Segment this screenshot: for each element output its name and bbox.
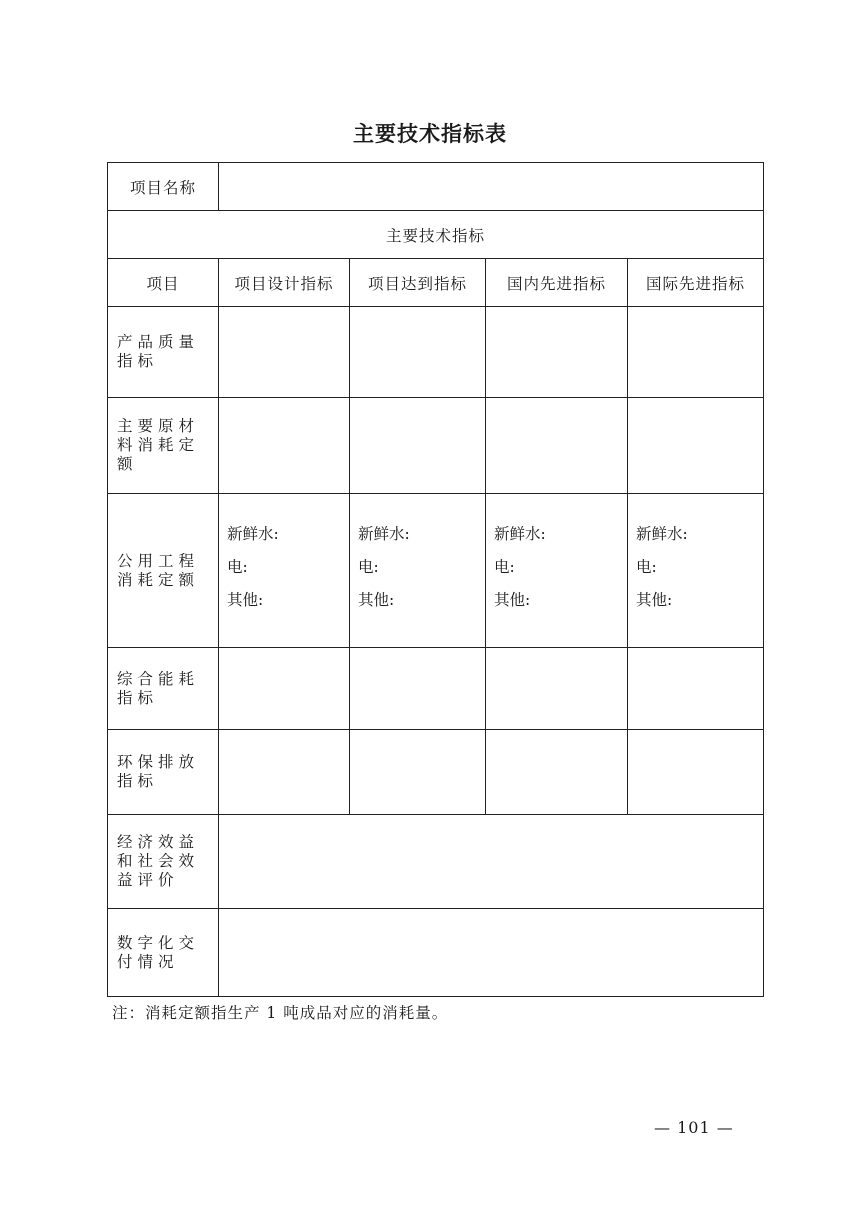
utility-line: 电: [494, 558, 515, 576]
table-cell [350, 730, 486, 815]
table-cell [486, 307, 628, 398]
utility-line: 其他: [227, 591, 264, 609]
table-cell [628, 307, 764, 398]
row-label: 数字化交付情况 [108, 909, 219, 997]
row-label: 经济效益和社会效益评价 [108, 815, 219, 909]
column-header: 项目达到指标 [350, 259, 486, 307]
table-row [108, 648, 764, 730]
project-name-row [108, 163, 764, 211]
utility-line: 其他: [636, 591, 673, 609]
table-cell [628, 730, 764, 815]
table-cell [219, 398, 350, 494]
table-cell [486, 730, 628, 815]
table-row [108, 909, 764, 997]
column-header: 国际先进指标 [628, 259, 764, 307]
utility-cell [628, 494, 764, 648]
table-row [108, 494, 764, 648]
column-header: 国内先进指标 [486, 259, 628, 307]
table-row [108, 730, 764, 815]
column-header-row [108, 259, 764, 307]
document-title: 主要技术指标表 [353, 122, 507, 146]
table-cell [350, 648, 486, 730]
utility-line: 新鲜水: [494, 525, 546, 543]
utility-line: 电: [227, 558, 248, 576]
utility-line: 新鲜水: [636, 525, 688, 543]
table-row [108, 398, 764, 494]
section-header: 主要技术指标 [108, 211, 764, 259]
project-name-label: 项目名称 [108, 163, 219, 211]
table-cell [628, 398, 764, 494]
table-cell [486, 398, 628, 494]
table-cell [219, 730, 350, 815]
utility-line: 电: [358, 558, 379, 576]
table-cell [486, 648, 628, 730]
utility-line: 其他: [358, 591, 395, 609]
utility-line: 新鲜水: [227, 525, 279, 543]
footnote: 注：消耗定额指生产 1 吨成品对应的消耗量。 [112, 1004, 449, 1022]
section-header-row [108, 211, 764, 259]
technical-indicators-table [107, 162, 764, 997]
utility-cell [486, 494, 628, 648]
table-cell [628, 648, 764, 730]
table-cell [350, 398, 486, 494]
merged-cell [219, 815, 764, 909]
row-label: 主要原材料消耗定额 [108, 398, 219, 494]
column-header: 项目设计指标 [219, 259, 350, 307]
table-cell [219, 307, 350, 398]
page-number: — 101 — [654, 1118, 734, 1137]
table-row [108, 307, 764, 398]
row-label: 公用工程消耗定额 [108, 494, 219, 648]
table-cell [219, 648, 350, 730]
utility-line: 其他: [494, 591, 531, 609]
utility-line: 新鲜水: [358, 525, 410, 543]
row-label: 环保排放指标 [108, 730, 219, 815]
utility-cell [219, 494, 350, 648]
column-header: 项目 [108, 259, 219, 307]
row-label: 产品质量指标 [108, 307, 219, 398]
utility-line: 电: [636, 558, 657, 576]
merged-cell [219, 909, 764, 997]
row-label: 综合能耗指标 [108, 648, 219, 730]
table-cell [350, 307, 486, 398]
utility-cell [350, 494, 486, 648]
project-name-value [219, 163, 764, 211]
table-row [108, 815, 764, 909]
